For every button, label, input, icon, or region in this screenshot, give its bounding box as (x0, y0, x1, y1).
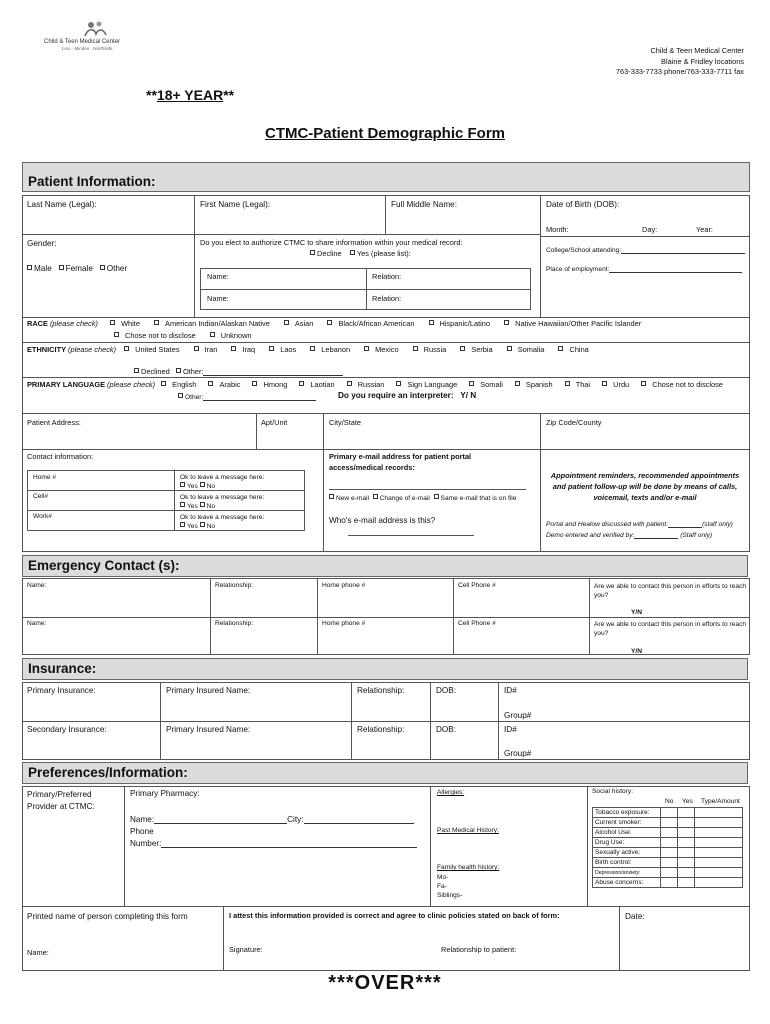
eth-lebanon[interactable]: Lebanon (310, 345, 356, 354)
family-mo[interactable]: Mo- (437, 874, 449, 881)
work-msg-note: Ok to leave a message here: Yes No (180, 514, 265, 530)
language-label: PRIMARY LANGUAGE (27, 380, 106, 389)
social-history-table (592, 807, 743, 888)
pharmacy-name-city[interactable]: Name: City: (130, 815, 414, 824)
eth-mexico[interactable]: Mexico (364, 345, 404, 354)
race-black[interactable]: Black/African American (327, 319, 420, 328)
primary-relationship[interactable]: Relationship: (357, 686, 405, 695)
decline-checkbox[interactable] (310, 250, 315, 255)
race-hint: (please check) (49, 319, 99, 328)
race-hispanic[interactable]: Hispanic/Latino (429, 319, 497, 328)
clinic-name: Child & Teen Medical Center (650, 46, 744, 55)
demo-note: Demo entered and verified by: (Staff only) (546, 532, 713, 539)
race-native-american[interactable]: American Indian/Alaskan Native (154, 319, 276, 328)
social-row: Sexually active: (593, 848, 743, 858)
logo-name: Child & Teen Medical Center (44, 39, 120, 45)
interpreter-question[interactable]: Do you require an interpreter: Y/ N (338, 391, 477, 400)
secondary-insured-name[interactable]: Primary Insured Name: (166, 725, 251, 734)
lang-arabic[interactable]: Arabic (208, 380, 246, 389)
social-row: Drug Use: (593, 838, 743, 848)
lang-somali[interactable]: Somali (469, 380, 509, 389)
male-checkbox[interactable] (27, 265, 32, 270)
clinic-locations: Blaine & Fridley locations (661, 56, 744, 66)
preferred-provider-field[interactable]: Primary/Preferred Provider at CTMC: (27, 790, 95, 811)
dob-day[interactable]: Day: (642, 225, 658, 234)
relationship-to-patient-field[interactable]: Relationship to patient: (441, 945, 517, 954)
same-email-checkbox[interactable]: Same e-mail that is on file (434, 495, 517, 502)
primary-dob[interactable]: DOB: (436, 686, 457, 695)
ec1-yn[interactable]: Y/N (631, 609, 642, 616)
share-options (310, 249, 411, 258)
form-title: CTMC-Patient Demographic Form (264, 125, 505, 142)
attest-statement: I attest this information provided is correct and agree to clinic policies stated on back of form: (229, 911, 560, 920)
change-email-checkbox[interactable]: Change of e-mail (373, 495, 430, 502)
decline-label: Decline (317, 249, 342, 258)
secondary-group[interactable]: Group# (504, 749, 532, 758)
lang-not-disclose[interactable]: Chose not to disclose (641, 380, 729, 389)
age-note (146, 87, 234, 103)
language-hint: (please check) (107, 380, 156, 389)
pharmacy-label: Primary Pharmacy: (130, 789, 200, 798)
logo-tagline: Lino · Minden · Northside (62, 46, 113, 51)
social-row: Depression/anxiety: (593, 868, 743, 878)
secondary-id[interactable]: ID# (504, 725, 517, 734)
clinic-phones: 763-333-7733 phone/763-333-7711 fax (615, 67, 744, 76)
ec2-contact-q: Are we able to contact this person in efforts to reach you? (594, 621, 746, 637)
middle-name-field[interactable]: Full Middle Name: (391, 200, 457, 209)
patient-info-heading: Patient Information: (22, 162, 750, 192)
clinic-info (616, 46, 744, 78)
social-row: Tobacco exposure: (593, 808, 743, 818)
age-value: 18+ YEAR (156, 87, 224, 103)
ec1-cell-phone[interactable]: Cell Phone # (458, 582, 496, 589)
dob-field[interactable]: Date of Birth (DOB): (546, 200, 620, 209)
apt-field[interactable]: Apt/Unit (261, 418, 288, 427)
lang-sign[interactable]: Sign Language (396, 380, 463, 389)
ethnicity-label: ETHNICITY (27, 345, 67, 354)
race-white[interactable]: White (110, 319, 146, 328)
yes-list-checkbox[interactable] (350, 250, 355, 255)
college-field[interactable] (546, 247, 745, 254)
race-row (27, 319, 653, 328)
ec2-name[interactable]: Name: (27, 620, 47, 627)
social-col-type: Type/Amount (701, 798, 740, 805)
zip-field[interactable]: Zip Code/County (546, 418, 602, 427)
new-email-checkbox[interactable]: New e-mail (329, 495, 369, 502)
ec1-home-phone[interactable]: Home phone # (322, 582, 366, 589)
dob-year[interactable]: Year: (696, 225, 713, 234)
primary-group[interactable]: Group# (504, 711, 532, 720)
cell-msg-options[interactable]: Yes No (180, 502, 264, 511)
share-name-1[interactable]: Name: (207, 272, 229, 281)
dob-month[interactable]: Month: (546, 225, 569, 234)
employment-label: Place of employment: (546, 266, 610, 273)
home-phone-field[interactable]: Home # (33, 474, 57, 481)
clinic-logo (38, 20, 148, 54)
race-unknown[interactable]: Unknown (210, 331, 258, 340)
lang-laotian[interactable]: Laotian (299, 380, 340, 389)
yes-list-label: Yes (please list): (356, 249, 411, 258)
emergency-heading: Emergency Contact (s): (22, 555, 748, 577)
social-history-label: Social history: (592, 788, 634, 795)
lang-hmong[interactable]: Hmong (252, 380, 293, 389)
lang-english[interactable]: English (161, 380, 202, 389)
ec2-yn[interactable]: Y/N (631, 648, 642, 655)
language-row (27, 380, 729, 389)
whose-email-field[interactable]: Who's e-mail address is this? (329, 516, 436, 525)
home-msg-options[interactable]: Yes No (180, 482, 264, 491)
insurance-heading: Insurance: (22, 658, 748, 680)
family-siblings[interactable]: Siblings- (437, 892, 463, 899)
pharmacy-phone-label: Phone (130, 827, 154, 836)
race-label: RACE (27, 319, 48, 328)
race-not-disclose[interactable]: Chose not to disclose (114, 331, 202, 340)
email-options (329, 494, 516, 502)
share-relation-2[interactable]: Relation: (372, 294, 402, 303)
first-name-field[interactable]: First Name (Legal): (200, 200, 271, 209)
race-pacific-islander[interactable]: Native Hawaiian/Other Pacific Islander (504, 319, 647, 328)
gender-label: Gender: (27, 239, 57, 248)
eth-china[interactable]: China (558, 345, 594, 354)
eth-iran[interactable]: Iran (194, 345, 224, 354)
social-row: Current smoker: (593, 818, 743, 828)
secondary-relationship[interactable]: Relationship: (357, 725, 405, 734)
ec1-relationship[interactable]: Relationship: (215, 582, 254, 589)
lang-thai[interactable]: Thai (565, 380, 596, 389)
secondary-dob[interactable]: DOB: (436, 725, 457, 734)
share-relation-1[interactable]: Relation: (372, 272, 402, 281)
portal-note: Portal and Healow discussed with patient: (staff only) (546, 521, 733, 528)
ec1-name[interactable]: Name: (27, 582, 47, 589)
allergies-field[interactable]: Allergies: (437, 789, 465, 796)
email-heading: Primary e-mail address for patient portal access/medical records: (329, 452, 472, 472)
reminders-note: Appointment reminders, recommended appointments and patient follow-up will be done by means of calls, voicemail, texts and/or e-mail (550, 471, 740, 502)
last-name-field[interactable]: Last Name (Legal): (27, 200, 97, 209)
eth-laos[interactable]: Laos (269, 345, 302, 354)
city-state-field[interactable]: City/State (329, 418, 362, 427)
signature-field[interactable]: Signature: (229, 945, 263, 954)
home-msg-note: Ok to leave a message here: Yes No (180, 474, 265, 490)
lang-russian[interactable]: Russian (347, 380, 391, 389)
race-asian[interactable]: Asian (284, 319, 320, 328)
primary-insurance-field[interactable]: Primary Insurance: (27, 686, 96, 695)
ethnicity-hint: (please check) (68, 345, 117, 354)
other-label: Other (106, 264, 128, 273)
female-checkbox[interactable] (59, 265, 64, 270)
eth-other[interactable]: Other: (176, 367, 344, 376)
male-label: Male (34, 264, 52, 273)
logo-icon (82, 20, 108, 38)
address-field[interactable]: Patient Address: (27, 418, 81, 427)
family-fa[interactable]: Fa- (437, 883, 447, 890)
lang-other[interactable]: Other: (178, 393, 316, 401)
over-note: ***OVER*** (328, 972, 442, 994)
past-history-field[interactable]: Past Medical History: (437, 827, 499, 834)
eth-somalia[interactable]: Somalia (507, 345, 551, 354)
eth-declined[interactable]: Declined (134, 367, 170, 376)
ethnicity-row (27, 345, 601, 354)
eth-iraq[interactable]: Iraq (231, 345, 261, 354)
preferences-heading: Preferences/Information: (22, 762, 748, 784)
printed-name-field[interactable]: Name: (27, 948, 49, 957)
social-row: Abuse concerns: (593, 878, 743, 888)
primary-id[interactable]: ID# (504, 686, 517, 695)
eth-serbia[interactable]: Serbia (460, 345, 498, 354)
printed-name-label: Printed name of person completing this form (27, 912, 188, 921)
eth-russia[interactable]: Russia (413, 345, 453, 354)
eth-us[interactable]: United States (124, 345, 185, 354)
share-question: Do you elect to authorize CTMC to share information within your medical record: (200, 238, 463, 247)
secondary-insurance-field[interactable]: Secondary Insurance: (27, 725, 107, 734)
ec2-relationship[interactable]: Relationship: (215, 620, 254, 627)
college-label: College/School attending: (546, 247, 622, 254)
social-row: Birth control: (593, 858, 743, 868)
contact-info-label: Contact information: (27, 452, 94, 461)
social-row: Alcohol Use: (593, 828, 743, 838)
ec2-cell-phone[interactable]: Cell Phone # (458, 620, 496, 627)
age-prefix: ** (146, 87, 157, 103)
ec1-contact-q: Are we able to contact this person in efforts to reach you? (594, 583, 746, 599)
cell-msg-note: Ok to leave a message here: Yes No (180, 494, 265, 510)
ec2-home-phone[interactable]: Home phone # (322, 620, 366, 627)
work-phone-field[interactable]: Work# (33, 513, 52, 520)
primary-insured-name[interactable]: Primary Insured Name: (166, 686, 251, 695)
social-col-no: No (665, 798, 674, 805)
gender-options (27, 264, 127, 273)
pharmacy-number[interactable]: Number: (130, 839, 417, 848)
work-msg-options[interactable]: Yes No (180, 522, 264, 531)
social-col-yes: Yes (682, 798, 693, 805)
lang-spanish[interactable]: Spanish (515, 380, 559, 389)
other-checkbox[interactable] (100, 265, 105, 270)
employment-field[interactable] (546, 266, 742, 273)
cell-phone-field[interactable]: Cell# (33, 493, 49, 500)
share-name-2[interactable]: Name: (207, 294, 229, 303)
date-field[interactable]: Date: (625, 912, 645, 921)
ethnicity-row-2 (134, 367, 343, 376)
family-history-field[interactable]: Family health history: (437, 864, 500, 871)
lang-urdu[interactable]: Urdu (602, 380, 635, 389)
age-suffix: ** (223, 87, 235, 103)
female-label: Female (65, 264, 93, 273)
race-row-2 (114, 331, 264, 340)
